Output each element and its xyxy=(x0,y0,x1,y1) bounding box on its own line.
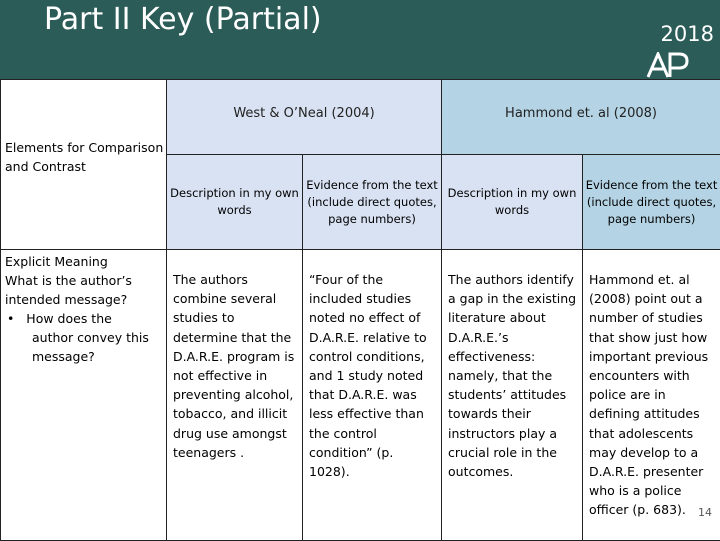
slide-header xyxy=(0,0,720,79)
row-label-title: Explicit Meaning xyxy=(5,254,108,269)
year-label: 2018 xyxy=(660,22,714,46)
corner-label: Elements for Comparison and Contrast xyxy=(5,140,164,174)
row-label-bullet-continuation: author convey this message? xyxy=(32,330,149,364)
bullet-icon: • xyxy=(7,311,15,326)
group-header-label: Hammond et. al (2008) xyxy=(505,105,657,121)
comparison-table xyxy=(0,79,720,541)
subheader-description-2: Description in my own words xyxy=(442,155,583,250)
group-header-hammond xyxy=(442,80,720,155)
cell-west-description: The authors combine several studies to determine that the D.A.R.E. program is not effective in preventing alcohol, tobacco, and illicit drug use amongst teenagers . xyxy=(167,250,303,541)
subheader-evidence-2: Evidence from the text (include direct quotes, page numbers) xyxy=(583,155,720,250)
ap-logo xyxy=(646,52,690,78)
row-label-question: What is the author’s intended message? xyxy=(5,273,132,307)
row-label-bullet-item: • How does the xyxy=(7,311,112,326)
subheader-evidence-1: Evidence from the text (include direct quotes, page numbers) xyxy=(303,155,442,250)
group-header-west-oneal xyxy=(167,80,442,155)
page-number: 14 xyxy=(698,506,712,519)
cell-hammond-evidence: Hammond et. al (2008) point out a number of studies that show just how important previous encounters with police are in defining attitudes that adolescents may develop to a D.A.R.E. presenter who is a police officer (p. 683). xyxy=(583,250,720,541)
slide-title: Part II Key (Partial) xyxy=(44,2,322,37)
cell-hammond-description: The authors identify a gap in the existing literature about D.A.R.E.’s effectiveness: namely, that the students’ attitudes towards their instructors play a crucial role in the outcomes. xyxy=(442,250,583,541)
group-header-label: West & O’Neal (2004) xyxy=(233,105,375,121)
row-label-explicit-meaning xyxy=(1,250,167,541)
cell-west-evidence: “Four of the included studies noted no effect of D.A.R.E. relative to control conditions, and 1 study noted that D.A.R.E. was less effective than the control condition” (p. 1028). xyxy=(303,250,442,541)
subheader-description-1: Description in my own words xyxy=(167,155,303,250)
corner-label-cell xyxy=(1,80,167,250)
